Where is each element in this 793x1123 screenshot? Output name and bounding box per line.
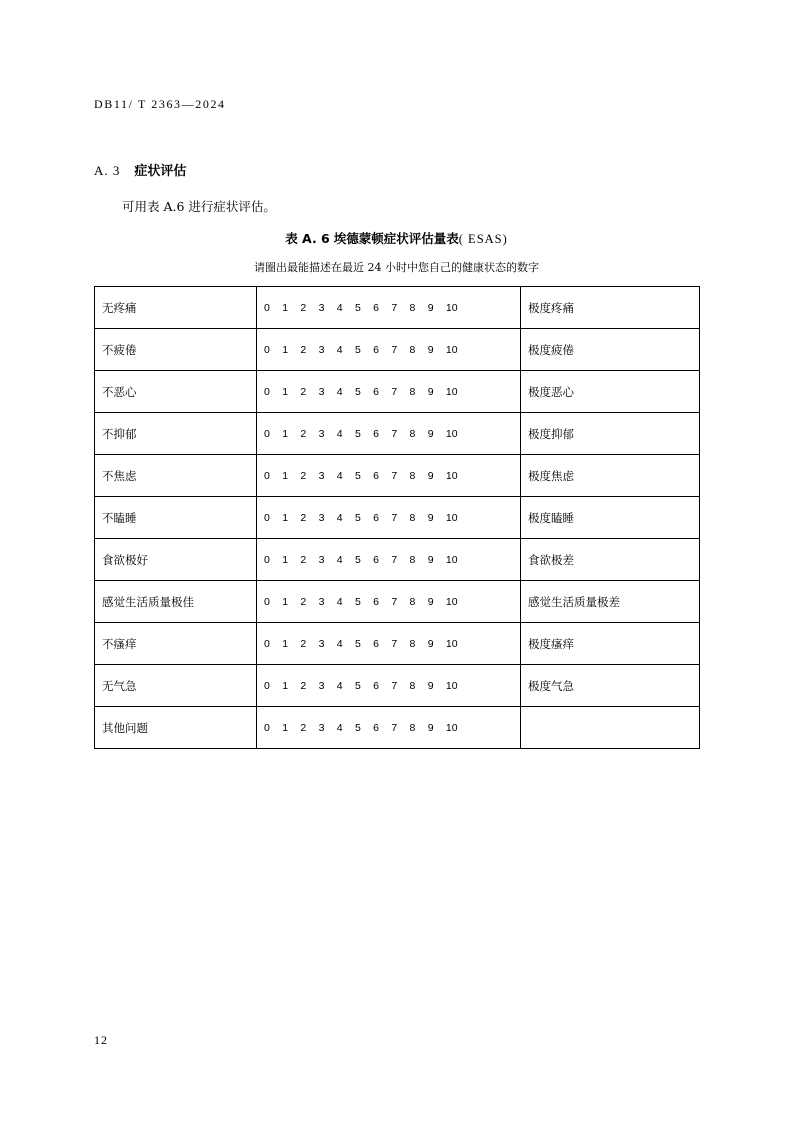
scale-number: 4 bbox=[336, 301, 343, 314]
scale-number: 4 bbox=[336, 511, 343, 524]
scale-number: 6 bbox=[373, 595, 379, 608]
scale-number: 2 bbox=[300, 301, 307, 314]
table-row bbox=[95, 455, 700, 497]
table-row bbox=[95, 329, 700, 371]
scale-number: 8 bbox=[409, 385, 416, 398]
scale-number: 1 bbox=[282, 721, 289, 734]
scale-number: 3 bbox=[318, 595, 325, 608]
rating-scale bbox=[264, 554, 520, 566]
scale-number: 0 bbox=[264, 721, 270, 734]
scale-number: 4 bbox=[336, 637, 343, 650]
scale-number: 9 bbox=[427, 343, 434, 356]
scale-number: 5 bbox=[354, 385, 361, 398]
scale-number: 5 bbox=[354, 553, 361, 566]
scale-number: 3 bbox=[318, 343, 325, 356]
table-row bbox=[95, 581, 700, 623]
scale-number: 4 bbox=[336, 595, 343, 608]
scale-number: 7 bbox=[391, 301, 398, 314]
scale-number: 7 bbox=[391, 721, 398, 734]
row-left-label: 不焦虑 bbox=[95, 455, 257, 497]
scale-number: 8 bbox=[409, 301, 416, 314]
rating-scale bbox=[264, 638, 520, 650]
scale-number: 6 bbox=[373, 679, 379, 692]
scale-number: 5 bbox=[354, 301, 361, 314]
scale-number: 7 bbox=[391, 427, 398, 440]
row-left-label: 不疲倦 bbox=[95, 329, 257, 371]
scale-number: 10 bbox=[445, 511, 458, 524]
scale-number: 2 bbox=[300, 427, 307, 440]
scale-number: 10 bbox=[445, 301, 458, 314]
scale-number: 3 bbox=[318, 385, 325, 398]
scale-number: 3 bbox=[318, 679, 325, 692]
scale-number: 10 bbox=[445, 469, 458, 482]
scale-number: 8 bbox=[409, 427, 416, 440]
scale-number: 6 bbox=[373, 511, 379, 524]
row-right-label: 极度抑郁 bbox=[521, 413, 700, 455]
row-left-label: 不恶心 bbox=[95, 371, 257, 413]
rating-scale bbox=[264, 344, 520, 356]
row-right-label: 食欲极差 bbox=[521, 539, 700, 581]
scale-number: 4 bbox=[336, 721, 343, 734]
row-right-label bbox=[521, 707, 700, 749]
scale-number: 9 bbox=[427, 637, 434, 650]
scale-number: 2 bbox=[300, 721, 307, 734]
table-caption bbox=[0, 229, 793, 247]
row-left-label: 无气急 bbox=[95, 665, 257, 707]
scale-number: 4 bbox=[336, 469, 343, 482]
row-scale bbox=[257, 329, 521, 371]
scale-number: 6 bbox=[373, 637, 379, 650]
row-right-label: 极度气急 bbox=[521, 665, 700, 707]
scale-number: 5 bbox=[354, 511, 361, 524]
scale-number: 5 bbox=[354, 469, 361, 482]
rating-scale bbox=[264, 680, 520, 692]
row-scale bbox=[257, 287, 521, 329]
scale-number: 0 bbox=[264, 469, 270, 482]
scale-number: 1 bbox=[282, 385, 289, 398]
table-row bbox=[95, 707, 700, 749]
row-scale bbox=[257, 665, 521, 707]
scale-number: 9 bbox=[427, 385, 434, 398]
scale-number: 8 bbox=[409, 721, 416, 734]
row-right-label: 极度焦虑 bbox=[521, 455, 700, 497]
scale-number: 9 bbox=[427, 721, 434, 734]
row-left-label: 不瘙痒 bbox=[95, 623, 257, 665]
scale-number: 6 bbox=[373, 343, 379, 356]
scale-number: 10 bbox=[445, 427, 458, 440]
scale-number: 4 bbox=[336, 553, 343, 566]
row-left-label: 其他问题 bbox=[95, 707, 257, 749]
scale-number: 0 bbox=[264, 637, 270, 650]
scale-number: 6 bbox=[373, 385, 379, 398]
scale-number: 4 bbox=[336, 343, 343, 356]
scale-number: 1 bbox=[282, 301, 289, 314]
table-row bbox=[95, 539, 700, 581]
scale-number: 8 bbox=[409, 637, 416, 650]
scale-number: 1 bbox=[282, 469, 289, 482]
scale-number: 9 bbox=[427, 301, 434, 314]
scale-number: 7 bbox=[391, 343, 398, 356]
scale-number: 7 bbox=[391, 637, 398, 650]
scale-number: 1 bbox=[282, 679, 289, 692]
row-right-label: 极度疼痛 bbox=[521, 287, 700, 329]
table-caption-abbr: ( ESAS) bbox=[458, 232, 508, 246]
scale-number: 2 bbox=[300, 385, 307, 398]
row-right-label: 极度恶心 bbox=[521, 371, 700, 413]
row-right-label: 极度瘙痒 bbox=[521, 623, 700, 665]
scale-number: 1 bbox=[282, 511, 289, 524]
row-right-label: 极度瞌睡 bbox=[521, 497, 700, 539]
scale-number: 7 bbox=[391, 553, 398, 566]
row-left-label: 无疼痛 bbox=[95, 287, 257, 329]
scale-number: 9 bbox=[427, 427, 434, 440]
row-left-label: 不瞌睡 bbox=[95, 497, 257, 539]
row-scale bbox=[257, 371, 521, 413]
scale-number: 8 bbox=[409, 553, 416, 566]
table-row bbox=[95, 287, 700, 329]
row-scale bbox=[257, 497, 521, 539]
row-scale bbox=[257, 539, 521, 581]
table-row bbox=[95, 371, 700, 413]
scale-number: 8 bbox=[409, 343, 416, 356]
row-right-label: 感觉生活质量极差 bbox=[521, 581, 700, 623]
scale-number: 0 bbox=[264, 385, 270, 398]
table-instruction: 请圈出最能描述在最近 24 小时中您自己的健康状态的数字 bbox=[254, 261, 539, 274]
body-paragraph: 可用表 A.6 进行症状评估。 bbox=[122, 199, 276, 214]
scale-number: 9 bbox=[427, 679, 434, 692]
scale-number: 10 bbox=[445, 553, 458, 566]
scale-number: 10 bbox=[445, 721, 458, 734]
scale-number: 10 bbox=[445, 385, 458, 398]
row-right-label: 极度疲倦 bbox=[521, 329, 700, 371]
row-scale bbox=[257, 707, 521, 749]
scale-number: 9 bbox=[427, 553, 434, 566]
scale-number: 7 bbox=[391, 385, 398, 398]
scale-number: 2 bbox=[300, 343, 307, 356]
scale-number: 7 bbox=[391, 679, 398, 692]
scale-number: 6 bbox=[373, 469, 379, 482]
section-heading bbox=[94, 160, 186, 179]
scale-number: 6 bbox=[373, 301, 379, 314]
scale-number: 1 bbox=[282, 427, 289, 440]
table-caption-name: 埃德蒙顿症状评估量表 bbox=[333, 231, 459, 246]
scale-number: 2 bbox=[300, 679, 307, 692]
scale-number: 7 bbox=[391, 469, 398, 482]
scale-number: 10 bbox=[445, 595, 458, 608]
rating-scale bbox=[264, 302, 520, 314]
scale-number: 3 bbox=[318, 637, 325, 650]
rating-scale bbox=[264, 470, 520, 482]
scale-number: 0 bbox=[264, 595, 270, 608]
rating-scale bbox=[264, 428, 520, 440]
scale-number: 5 bbox=[354, 427, 361, 440]
scale-number: 0 bbox=[264, 679, 270, 692]
scale-number: 9 bbox=[427, 469, 434, 482]
row-scale bbox=[257, 581, 521, 623]
scale-number: 3 bbox=[318, 553, 325, 566]
scale-number: 6 bbox=[373, 427, 379, 440]
scale-number: 5 bbox=[354, 721, 361, 734]
scale-number: 5 bbox=[354, 679, 361, 692]
scale-number: 8 bbox=[409, 511, 416, 524]
scale-number: 5 bbox=[354, 637, 361, 650]
table-row bbox=[95, 497, 700, 539]
scale-number: 4 bbox=[336, 679, 343, 692]
scale-number: 1 bbox=[282, 553, 289, 566]
scale-number: 2 bbox=[300, 469, 307, 482]
scale-number: 8 bbox=[409, 469, 416, 482]
scale-number: 10 bbox=[445, 679, 458, 692]
scale-number: 1 bbox=[282, 637, 289, 650]
scale-number: 9 bbox=[427, 595, 434, 608]
scale-number: 2 bbox=[300, 511, 307, 524]
scale-number: 4 bbox=[336, 385, 343, 398]
rating-scale bbox=[264, 386, 520, 398]
scale-number: 5 bbox=[354, 595, 361, 608]
scale-number: 3 bbox=[318, 427, 325, 440]
scale-number: 2 bbox=[300, 553, 307, 566]
scale-number: 2 bbox=[300, 637, 307, 650]
rating-scale bbox=[264, 722, 520, 734]
section-number: A. 3 bbox=[94, 163, 121, 178]
scale-number: 0 bbox=[264, 511, 270, 524]
row-left-label: 不抑郁 bbox=[95, 413, 257, 455]
row-scale bbox=[257, 623, 521, 665]
scale-number: 8 bbox=[409, 679, 416, 692]
document-code: DB11/ T 2363—2024 bbox=[94, 97, 226, 111]
row-scale bbox=[257, 455, 521, 497]
table-row bbox=[95, 665, 700, 707]
scale-number: 4 bbox=[336, 427, 343, 440]
scale-number: 3 bbox=[318, 301, 325, 314]
esas-table bbox=[94, 286, 700, 749]
scale-number: 3 bbox=[318, 511, 325, 524]
rating-scale bbox=[264, 596, 520, 608]
scale-number: 0 bbox=[264, 553, 270, 566]
scale-number: 1 bbox=[282, 595, 289, 608]
row-left-label: 食欲极好 bbox=[95, 539, 257, 581]
table-caption-label: 表 A. 6 bbox=[285, 231, 330, 246]
scale-number: 0 bbox=[264, 427, 270, 440]
scale-number: 1 bbox=[282, 343, 289, 356]
page-number: 12 bbox=[94, 1033, 108, 1047]
scale-number: 3 bbox=[318, 469, 325, 482]
scale-number: 10 bbox=[445, 637, 458, 650]
scale-number: 5 bbox=[354, 343, 361, 356]
scale-number: 2 bbox=[300, 595, 307, 608]
scale-number: 0 bbox=[264, 301, 270, 314]
section-title: 症状评估 bbox=[134, 164, 187, 179]
esas-table-body bbox=[95, 287, 700, 749]
scale-number: 10 bbox=[445, 343, 458, 356]
scale-number: 7 bbox=[391, 595, 398, 608]
scale-number: 6 bbox=[373, 721, 379, 734]
table-row bbox=[95, 413, 700, 455]
scale-number: 0 bbox=[264, 343, 270, 356]
scale-number: 7 bbox=[391, 511, 398, 524]
row-scale bbox=[257, 413, 521, 455]
rating-scale bbox=[264, 512, 520, 524]
scale-number: 8 bbox=[409, 595, 416, 608]
table-row bbox=[95, 623, 700, 665]
scale-number: 3 bbox=[318, 721, 325, 734]
scale-number: 6 bbox=[373, 553, 379, 566]
scale-number: 9 bbox=[427, 511, 434, 524]
row-left-label: 感觉生活质量极佳 bbox=[95, 581, 257, 623]
